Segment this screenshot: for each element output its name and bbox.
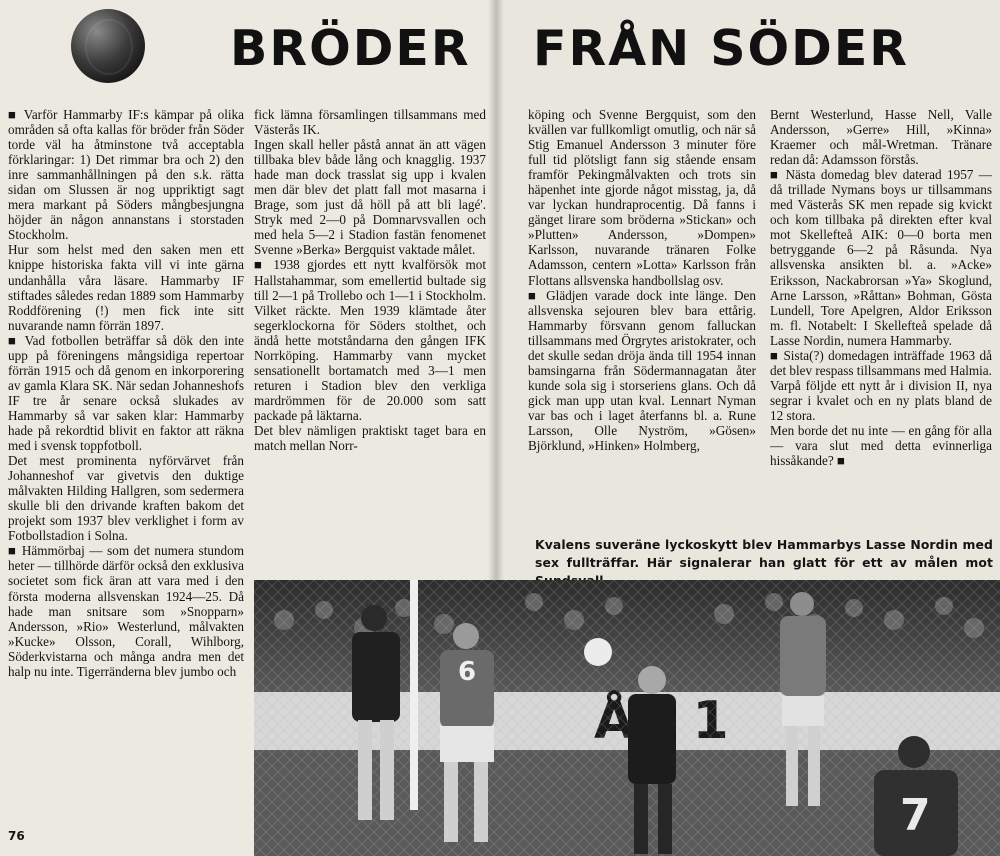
match-photo xyxy=(254,580,1000,856)
svg-text:6: 6 xyxy=(458,657,477,687)
svg-text:7: 7 xyxy=(900,790,931,841)
photo-caption: Kvalens suveräne lyckoskytt blev Hammarbys Lasse Nordin med sex fullträffar. Här signalerar han glatt för ett av målen mot xyxy=(535,537,993,570)
article-column-2: fick lämna församlingen tillsammans med Västerås IK. Ingen skall heller påstå annat än att vägen tillbaka blev både lång och knagglig. 1937 hade man dock trasslat sig upp i kvalen men där blev det platt fall mot masarna i Brage, som just då höll på att bli lagé'. Stryk med 2—0 på Domnarvsvallen och med hela 5—2 i Stadion fastän fenomenet Svenne »Berka» Bergquist vaktade målet. ■ 1938 gjordes ett nytt kvalförsök mot Hallstahammar, som emellertid bultade sig till 2—1 på Trollebo och 1—1 i Stockholm. Vilket räckte. Men 1939 klämtade åter segerklockorna för Söders stolthet, och ändå hette motståndarna den gången IFK Norrköping. Hammarby vann mycket sensationellt bortamatch med 3—1 men returen i Stadion blev den verkliga mardrömmen för de 20.000 som satt packade på läktarna. Det blev nämligen praktiskt taget bara en match mellan Norr- xyxy=(254,107,486,454)
ball-in-play xyxy=(584,638,612,666)
page-number: 76 xyxy=(8,829,25,843)
football-icon xyxy=(71,9,145,83)
article-column-3: köping och Svenne Bergquist, som den kvällen var fullkomligt omutlig, och när så Stig Emanuel Andersson 3 minuter före full tid plötsligt fann sig stående ensam framför Pekingmålvakten och trots sin häpenhet inte gjorde något misstag, ja, då var lyckan hundraprocentig. Då fanns i gänget lirare som bröderna »Stickan» och »Plutten» Andersson, »Dompen» Karlsson, nuvarande tränaren Folke Adamsson, centern »Lotta» Karlsson från Flottans allsvenska handbollslag osv. ■ Glädjen varade dock inte länge. Den allsvenska sejouren blev bara ettårig. Hammarby försvann genom falluckan tillsammans med Örgrytes aristokrater, och det skulle sedan dröja ända till 1954 innan bamsingarna från Södermannagatan åter kunde sola sig i storseriens glans. Och då gick man upp utan kval. Lennart Nyman var bas och i laget återfanns bl. a. Rune Larsson, Olle Nyström, »Gösen» Björklund, »Hinken» Holmberg, xyxy=(528,107,756,454)
headline-right: FRÅN SÖDER xyxy=(533,20,910,77)
article-column-1: ■ Varför Hammarby IF:s kämpar på olika områden så ofta kallas för bröder från Söder torde väl ha åtminstone två acceptabla förklaringar: 1) Det rimmar bra och 2) den inre sammanhållningen på den s.k. rätta sidan om Slussen är nog uppriktigt sagt mera markant på Söders mångbesjungna höjder än någon annanstans i storstaden Stockholm. Hur som helst med den saken men ett knippe historiska fakta vill vi inte gärna undanhålla våra läsare. Hammarby IF stiftades således redan 1889 som Hammarby Roddförening (!) men fick inte sitt nuvarande namn förrän 1897. ■ Vad fotbollen beträffar så dök den inte upp på föreningens mångsidiga repertoar förrän 1915 och då genom en inkorporering av gamla Klara SK. När sedan Johanneshofs IF tre år senare också slukades av Hammarby så var saken klar: Hammarby hade på rekordtid blivit en faktor att räkna med i svensk toppfotboll. Det mest prominenta nyförvärvet från Johanneshof var givetvis den duktige målvakten Hilding Hallgren, som sedermera skulle bli den drivande kraften bakom det projekt som 1937 blev verklighet i form av Fotbollstadion i Solna. ■ Hämmörbaj — som det numera stundom heter — tillhörde därför också den exklusiva societet som fick äran att vara med i den första moderna allsvenskan 1924—25. Då hade man snitsare som »Snopparn» Andersson, »Rio» Westerlund, målvakten »Kucke» Olsson, Corall, Wihlborg, Söderkvistarna och många andra men det halp nu inte. Tigerränderna blev jumbo och xyxy=(8,107,244,679)
headline-left: BRÖDER xyxy=(230,20,471,77)
article-column-4: Bernt Westerlund, Hasse Nell, Valle Andersson, »Gerre» Hill, »Kinna» Kraemer och mål-Wretman. Tränare redan då: Adamsson förstås. ■ Nästa domedag blev daterad 1957 — då trillade Nymans boys ur tillsammans med Västerås SK men repade sig kvickt och kom tillbaka på direkten efter kval mot Skellefteå AIK: 0—0 borta men betryggande 6—2 på Råsunda. Nya allsvenska ansikten bl. a. »Acke» Eriksson, Nackabrorsan »Ya» Skoglund, Arne Larsson, »Råttan» Bohman, Gösta Lundell, Tore Apelgren, Aldor Eriksson m. fl. Notabelt: I Skellefteå spelade då Lasse Nordin, numera Hammarby. ■ Sista(?) domedagen inträffade 1963 då det blev respass tillsammans med Halmia. Varpå följde ett nytt år i division II, nya segrar i kvalet och en ny plats bland de 12 stora. Men borde det nu inte — en gång för alla — vara slut med detta evinnerliga hissåkande? ■ xyxy=(770,107,992,469)
